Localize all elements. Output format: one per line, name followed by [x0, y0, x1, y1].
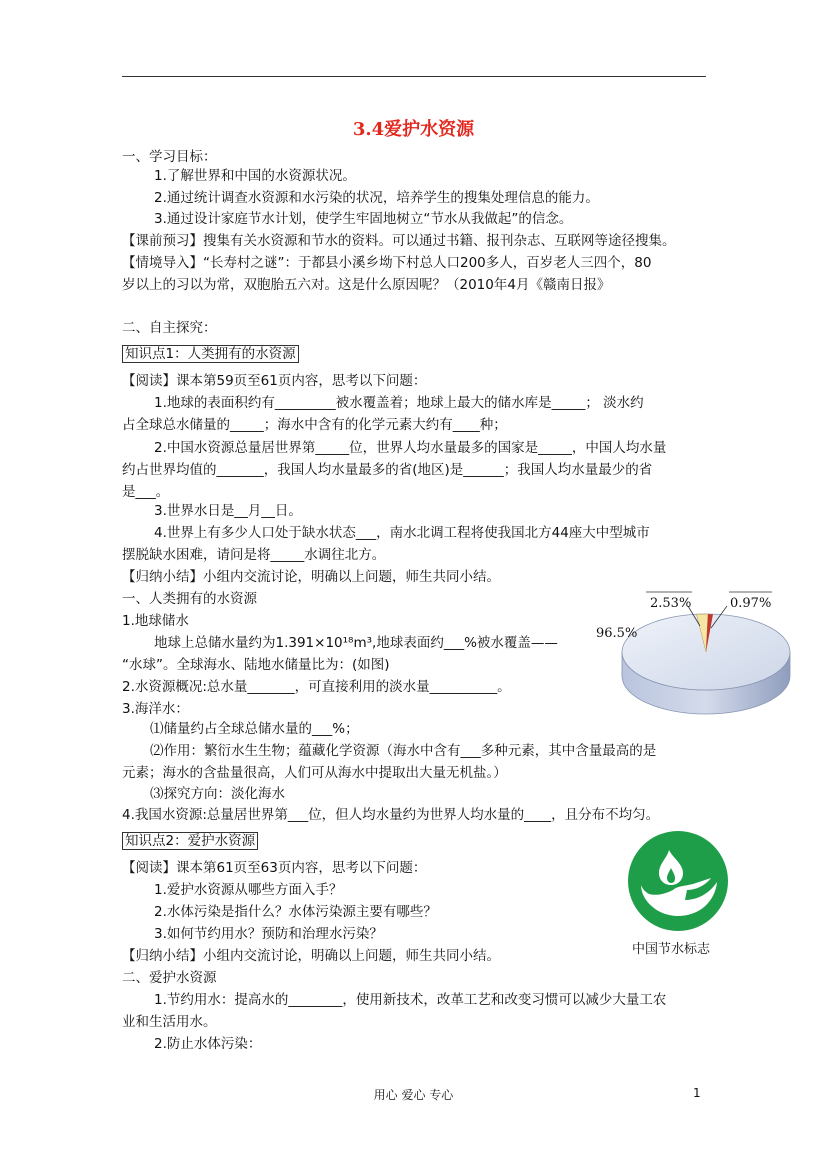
knowledge-point-box: 知识点2：爱护水资源: [122, 832, 258, 850]
text-line: 2.防止水体污染：: [154, 1036, 262, 1052]
text-line: 4.我国水资源:总量居世界第___位，但人均水量约为世界人均水量的____，且分布不均匀。: [122, 807, 660, 823]
text-line: 3.海洋水：: [122, 701, 189, 717]
text-line: ⑴储量约占全球总储水量的___%；: [150, 721, 359, 737]
text-line: 【课前预习】搜集有关水资源和节水的资料。可以通过书籍、报刊杂志、互联网等途径搜集。: [122, 233, 676, 249]
page-title: 3.4爱护水资源: [352, 119, 475, 140]
header-rule: [122, 76, 706, 77]
page-number: 1: [693, 1086, 701, 1100]
logo-caption: 中国节水标志: [632, 942, 711, 957]
text-line: 业和生活用水。: [122, 1014, 217, 1030]
text-line: 1.节约用水：提高水的________，使用新技术，改革工艺和改变习惯可以减少大量工农: [154, 992, 667, 1008]
text-line: 2.中国水资源总量居世界第_____位，世界人均水量最多的国家是_____，中国人均水量: [154, 440, 667, 456]
text-line: 1.地球储水: [122, 613, 189, 629]
text-line: 4.世界上有多少人口处于缺水状态___，南水北调工程将使我国北方44座大中型城市: [154, 525, 650, 541]
text-line: 是___。: [122, 484, 170, 500]
text-line: 【归纳小结】小组内交流讨论，明确以上问题，师生共同小结。: [122, 569, 500, 585]
text-line: 2.水体污染是指什么？水体污染源主要有哪些？: [154, 904, 437, 920]
text-line: 岁以上的习以为常，双胞胎五六对。这是什么原因呢？（2010年4月《赣南日报》: [122, 277, 611, 293]
text-line: “水球”。全球海水、陆地水储量比为：(如图): [122, 657, 390, 673]
section-heading: 二、自主探究：: [122, 320, 217, 336]
text-line: 一、人类拥有的水资源: [122, 591, 257, 607]
section-heading: 一、学习目标：: [122, 149, 217, 165]
text-line: 3.通过设计家庭节水计划，使学生牢固地树立“节水从我做起”的信念。: [154, 211, 573, 227]
text-line: 地球上总储水量约为1.391×10¹⁸m³,地球表面约___%被水覆盖——: [154, 635, 558, 651]
text-line: 2.通过统计调查水资源和水污染的状况，培养学生的搜集处理信息的能力。: [154, 190, 599, 206]
text-line: 摆脱缺水困难，请问是将_____水调往北方。: [122, 547, 386, 563]
text-line: 1.爱护水资源从哪些方面入手？: [154, 882, 343, 898]
pie-label: 2.53%: [650, 596, 692, 611]
text-line: 1.了解世界和中国的水资源状况。: [154, 168, 356, 184]
water-saving-logo-icon: [627, 830, 729, 932]
page-footer: 用心 爱心 专心: [373, 1088, 454, 1102]
text-line: ⑶探究方向：淡化海水: [150, 786, 285, 802]
text-line: 【阅读】课本第59页至61页内容，思考以下问题：: [122, 373, 427, 389]
text-line: 元素；海水的含盐量很高，人们可从海水中提取出大量无机盐。）: [122, 765, 507, 781]
text-line: 【情境导入】“长寿村之谜”：于都县小溪乡坳下村总人口200多人，百岁老人三四个，80: [122, 255, 652, 271]
pie-label: 96.5%: [596, 626, 638, 641]
text-line: 3.世界水日是__月__日。: [154, 503, 302, 519]
text-line: 2.水资源概况:总水量_______，可直接利用的淡水量__________。: [122, 679, 511, 695]
knowledge-point-2-wrap: [122, 832, 258, 850]
knowledge-point-box: 知识点1：人类拥有的水资源: [122, 345, 299, 363]
text-line: 1.地球的表面积约有_________被水覆盖着；地球上最大的储水库是_____； 淡水约: [154, 395, 644, 411]
pie-label: 0.97%: [730, 596, 772, 611]
text-line: 二、爱护水资源: [122, 970, 217, 986]
text-line: 约占世界均值的_______，我国人均水量最多的省(地区)是______；我国人均水量最少的省: [122, 462, 653, 478]
text-line: 【阅读】课本第61页至63页内容，思考以下问题：: [122, 860, 427, 876]
water-storage-pie-chart: [596, 566, 792, 724]
text-line: 占全球总水储量的_____；海水中含有的化学元素大约有____种；: [122, 417, 507, 433]
text-line: ⑵作用：繁衍水生生物；蕴藏化学资源（海水中含有___多种元素，其中含量最高的是: [150, 743, 657, 759]
text-line: 【归纳小结】小组内交流讨论，明确以上问题，师生共同小结。: [122, 948, 500, 964]
knowledge-point-1-wrap: [122, 345, 299, 363]
text-line: 3.如何节约用水？预防和治理水污染？: [154, 926, 383, 942]
